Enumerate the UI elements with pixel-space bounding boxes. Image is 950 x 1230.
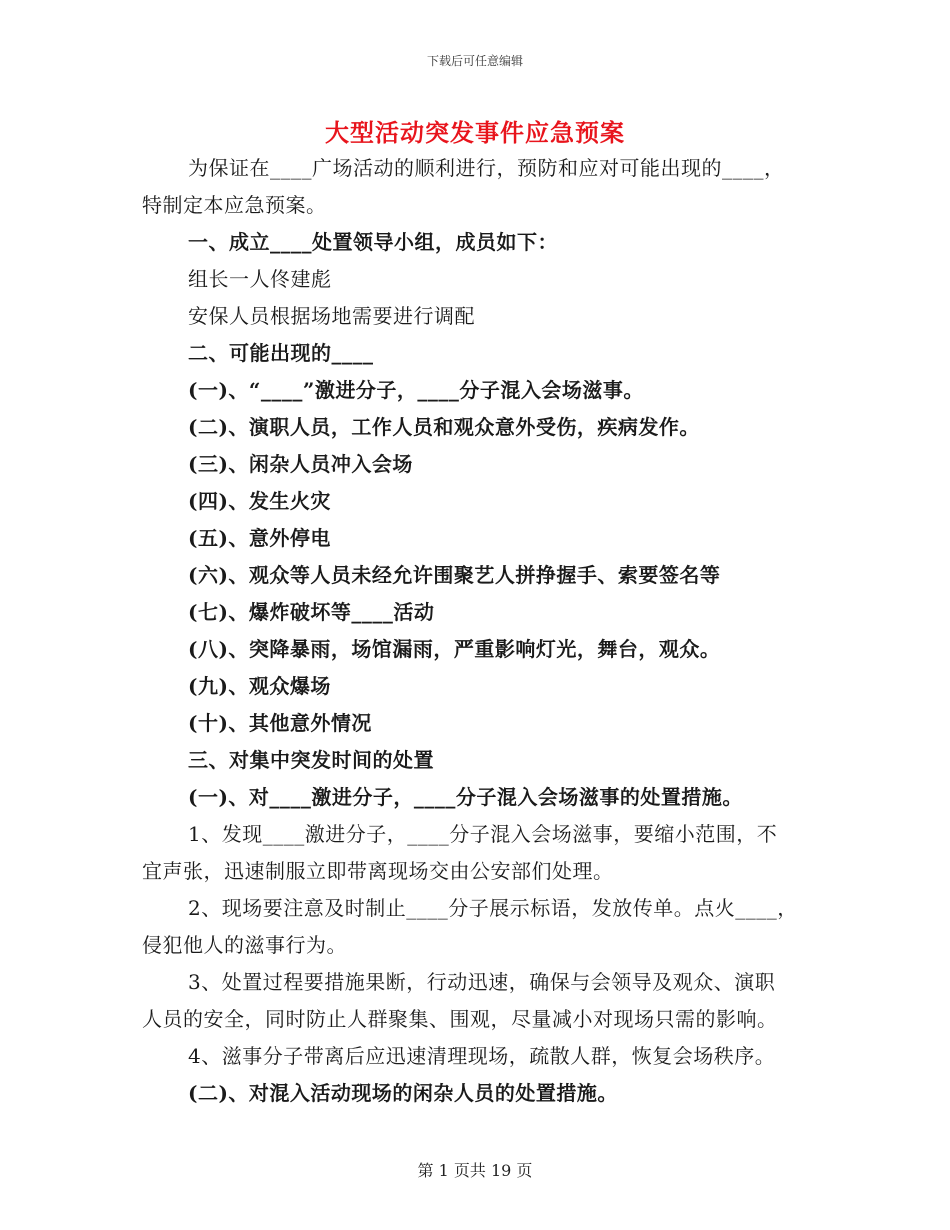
body-line: 二、可能出现的____ [188, 341, 374, 365]
body-line: (十)、其他意外情况 [188, 711, 372, 735]
body-line: (五)、意外停电 [188, 526, 331, 550]
body-line: (七)、爆炸破坏等____活动 [188, 600, 435, 624]
body-line: 4、滋事分子带离后应迅速清理现场，疏散人群，恢复会场秩序。 [188, 1044, 776, 1068]
body-line: 为保证在____广场活动的顺利进行，预防和应对可能出现的____， [188, 156, 785, 180]
body-line: 1、发现____激进分子，____分子混入会场滋事，要缩小范围，不 [188, 822, 778, 846]
body-line: (二)、演职人员，工作人员和观众意外受伤，疾病发作。 [188, 415, 700, 439]
document-title: 大型活动突发事件应急预案 [325, 118, 625, 147]
body-line: 宜声张，迅速制服立即带离现场交由公安部们处理。 [142, 859, 614, 883]
body-line: 安保人员根据场地需要进行调配 [188, 304, 475, 328]
body-line: (一)、“____”激进分子，____分子混入会场滋事。 [188, 378, 644, 402]
body-line: 组长一人佟建彪 [188, 267, 332, 291]
body-line: (六)、观众等人员未经允许围聚艺人拼挣握手、索要签名等 [188, 563, 721, 587]
body-line: (二)、对混入活动现场的闲杂人员的处置措施。 [188, 1081, 618, 1105]
body-line: (一)、对____激进分子，____分子混入会场滋事的处置措施。 [188, 785, 743, 809]
body-line: 一、成立____处置领导小组，成员如下： [188, 230, 558, 254]
header-note: 下载后可任意编辑 [426, 54, 523, 68]
body-line: (四)、发生火灾 [188, 489, 331, 513]
body-line: 3、处置过程要措施果断，行动迅速，确保与会领导及观众、演职 [188, 970, 776, 994]
body-line: 2、现场要注意及时制止____分子展示标语，发放传单。点火____， [188, 896, 798, 920]
document-body [142, 150, 810, 1112]
body-line: (三)、闲杂人员冲入会场 [188, 452, 413, 476]
page-footer: 第 1 页共 19 页 [417, 1161, 533, 1180]
body-line: (八)、突降暴雨，场馆漏雨，严重影响灯光，舞台，观众。 [188, 637, 721, 661]
body-line: (九)、观众爆场 [188, 674, 331, 698]
body-line: 侵犯他人的滋事行为。 [142, 933, 347, 957]
body-line: 人员的安全，同时防止人群聚集、围观，尽量减小对现场只需的影响。 [142, 1007, 778, 1031]
body-line: 三、对集中突发时间的处置 [188, 748, 434, 772]
body-line: 特制定本应急预案。 [142, 193, 327, 217]
